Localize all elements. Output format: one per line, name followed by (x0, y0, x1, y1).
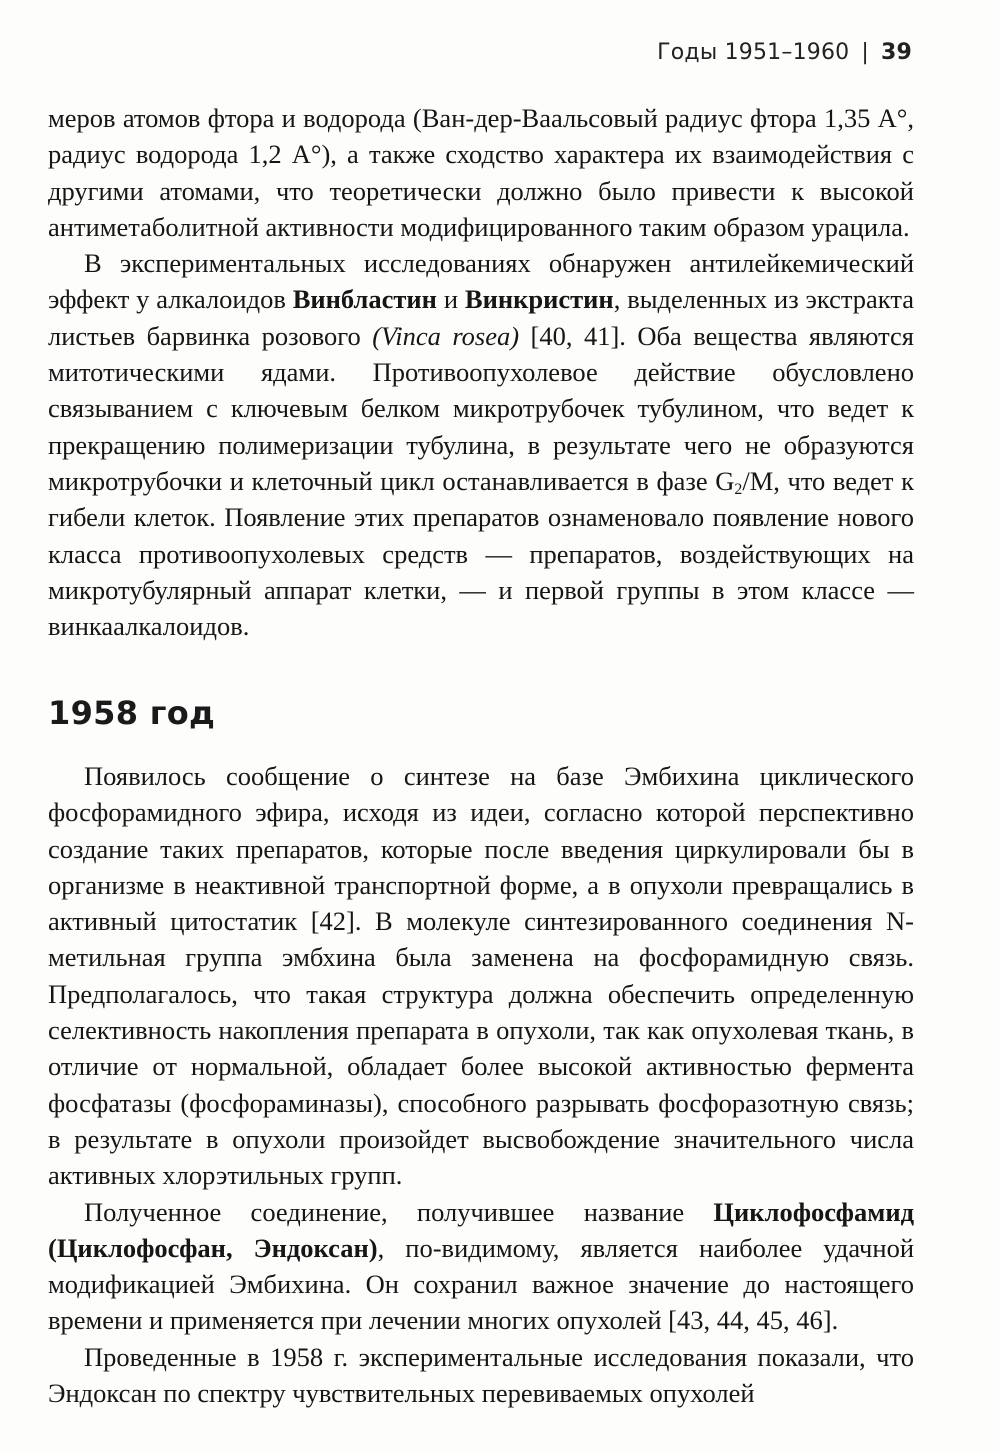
body-text-top (48, 100, 914, 644)
latin-plant-name: (Vinca rosea) (372, 320, 520, 351)
text-run: [40, 41]. Оба вещества являются митотическими ядами. Противоопухолевое действие обусловлено связыванием с ключевым белком микротрубочек тубулином, что ведет к прекращению полимеризации тубулина, в результате чего не образуются микротрубочки и клеточный цикл останавливается в фазе G (48, 320, 914, 496)
drug-name-cyclophosphamide: Циклофосфамид (Циклофосфан, Эндоксан) (48, 1196, 914, 1263)
running-head-separator: | (861, 40, 869, 65)
paragraph-synthesis: Появилось сообщение о синтезе на базе Эмбихина циклического фосфорамидного эфира, исходя из идеи, согласно которой перспективно создание таких препаратов, которые после введения циркулировали бы в организме в неактивной транспортной форме, а в опухоли превращались в активный цитостатик [42]. В молекуле синтезированного соединения N-метильная группа эмбхина была заменена на фосфорамидную связь. Предполагалось, что такая структура должна обеспечить определенную селективность накопления препарата в опухоли, так как опухолевая ткань, в отличие от нормальной, обладает более высокой активностью фермента фосфатазы (фосфораминазы), способного разрывать фосфоразотную связь; в результате в опухоли произойдет высвобождение значительного числа активных хлорэтильных групп. (48, 761, 914, 1191)
section-heading: 1958 год (48, 694, 216, 732)
paragraph-continued: меров атомов фтора и водорода (Ван-дер-Ваальсовый радиус фтора 1,35 А°, радиус водорода 1,2 А°), а также сходство характера их взаимодействия с другими атомами, что теоретически должно было привести к высокой антиметаболитной активности модифицированного таким образом урацила. (48, 103, 914, 242)
paragraph-cyclophosphamide (48, 1194, 914, 1339)
body-text-bottom (48, 758, 914, 1411)
paragraph-vinca-alkaloids (48, 245, 914, 644)
text-run: Полученное соединение, получившее название (84, 1196, 714, 1227)
text-run: , по-видимому, является наиболее удачной модификацией Эмбихина. Он сохранил важное значение до настоящего времени и применяется при лечении многих опухолей [43, 44, 45, 46]. (48, 1232, 914, 1336)
text-run: , выделенных из экстракта листьев барвинка розового (48, 284, 914, 351)
text-run: и (436, 284, 465, 315)
text-run: В экспериментальных исследованиях обнаружен антилейкемический эффект у алкалоидов (48, 248, 914, 315)
text-run: /M, что ведет к гибели клеток. Появление этих препаратов ознаменовало появление нового класса противоопухолевых средств — препаратов, воздействующих на микротубулярный аппарат клетки, — и первой группы в этом классе — винкаалкалоидов. (48, 465, 914, 642)
page-number: 39 (880, 40, 912, 65)
subscript: 2 (734, 480, 743, 498)
paragraph-endoxan-studies: Проведенные в 1958 г. экспериментальные исследования показали, что Эндоксан по спектру чувствительных перевиваемых опухолей (48, 1341, 914, 1409)
drug-name-vincristine: Винкристин (464, 284, 614, 315)
drug-name-vinblastine: Винбластин (292, 284, 437, 315)
running-head (657, 40, 912, 65)
running-head-title: Годы 1951–1960 (657, 40, 850, 65)
